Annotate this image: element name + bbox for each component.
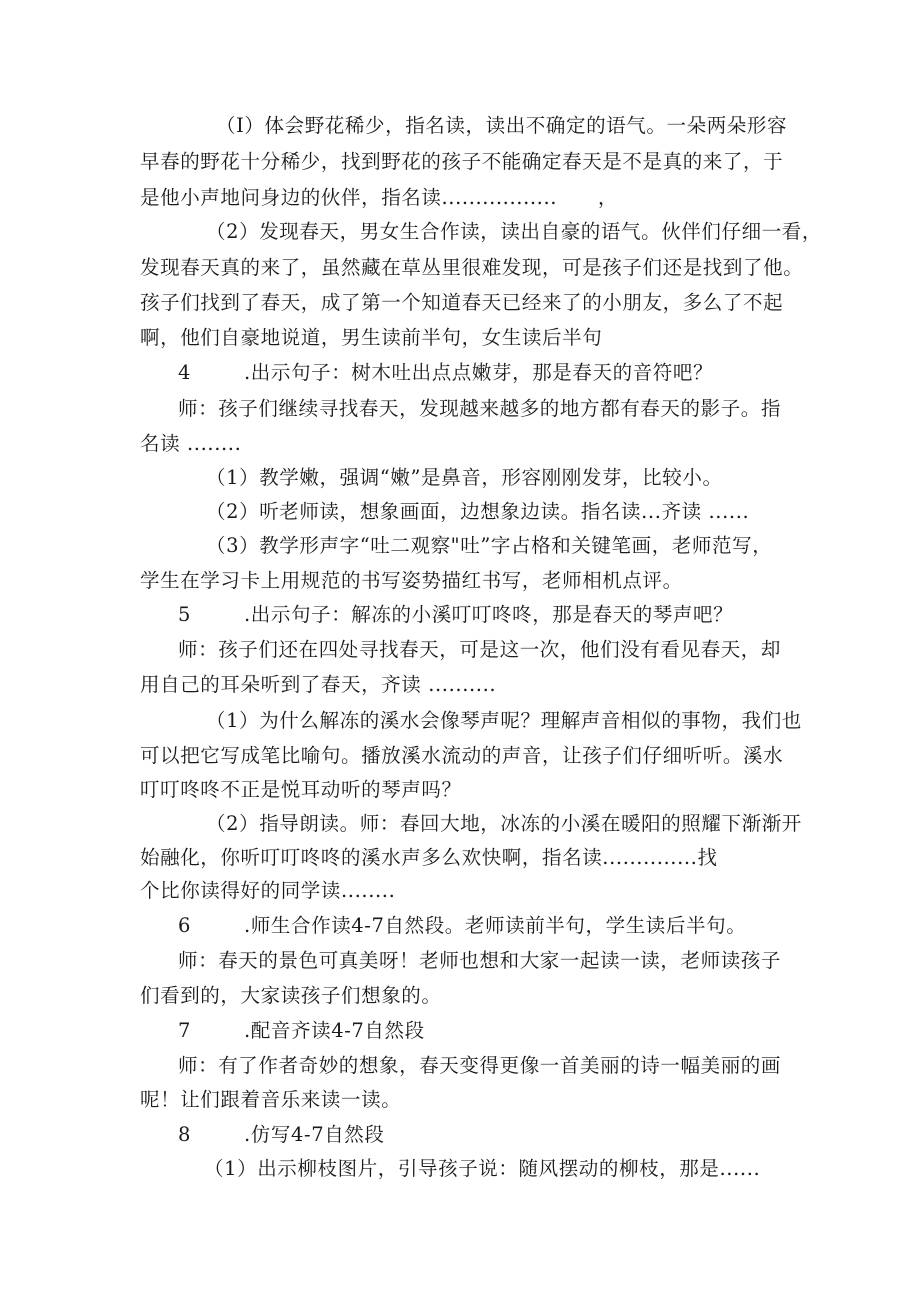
item-number: 5: [178, 603, 191, 626]
text-line: （2）指导朗读。师：春回大地，冰冻的小溪在暖阳的照耀下渐渐开: [206, 812, 802, 835]
text-line: （3）教学形声字“吐二观察"吐”字占格和关键笔画，老师范写，: [206, 534, 773, 557]
text-line: 始融化，你听叮叮咚咚的溪水声多么欢快啊，指名读..............找: [140, 846, 718, 869]
text-line: 孩子们找到了春天，成了第一个知道春天已经来了的小朋友，多么了不起: [140, 291, 784, 314]
text-line: 是他小声地问身边的伙伴，指名读................. ，: [140, 186, 618, 209]
text-line: 师：春天的景色可真美呀！老师也想和大家一起读一读，老师读孩子: [178, 949, 782, 972]
text-line: 学生在学习卡上用规范的书写姿势描红书写，老师相机点评。: [140, 569, 683, 592]
text-line: 叮叮咚咚不正是悦耳动听的琴声吗？: [140, 778, 462, 801]
text-line: （2）发现春天，男女生合作读，读出自豪的语气。伙伴们仔细一看，: [206, 220, 823, 243]
text-line: 可以把它写成笔比喻句。播放溪水流动的声音，让孩子们仔细听听。溪水: [140, 744, 784, 767]
text-line: 师：有了作者奇妙的想象，春天变得更像一首美丽的诗一幅美丽的画: [178, 1054, 782, 1077]
text-line: 发现春天真的来了，虽然藏在草丛里很难发现，可是孩子们还是找到了他。: [140, 256, 804, 279]
text-line: 呢！让们跟着音乐来读一读。: [140, 1088, 402, 1111]
text-line: .出示句子：解冻的小溪叮叮咚咚，那是春天的琴声吧？: [244, 603, 734, 626]
text-line: 名读 ........: [140, 432, 242, 455]
text-line: （2）听老师读，想象画面，边想象边读。指名读...齐读 ......: [206, 500, 750, 523]
item-number: 4: [178, 361, 191, 384]
text-line: 师：孩子们继续寻找春天，发现越来越多的地方都有春天的影子。指: [178, 397, 782, 420]
item-number: 6: [178, 914, 191, 937]
text-line: 师：孩子们还在四处寻找春天，可是这一次，他们没有看见春天，却: [178, 638, 782, 661]
text-line: （1）为什么解冻的溪水会像琴声呢？理解声音相似的事物，我们也: [206, 709, 802, 732]
text-line: .仿写4-7自然段: [244, 1123, 385, 1146]
text-line: 个比你读得好的同学读........: [140, 879, 396, 902]
text-line: .出示句子：树木吐出点点嫩芽，那是春天的音符吧？: [244, 361, 714, 384]
text-line: （1）教学嫩，强调“嫩”是鼻音，形容刚刚发芽，比较小。: [206, 466, 723, 489]
item-number: 8: [178, 1123, 191, 1146]
text-line: .师生合作读4-7自然段。老师读前半句，学生读后半句。: [244, 914, 747, 937]
text-line: 早春的野花十分稀少，找到野花的孩子不能确定春天是不是真的来了，于: [140, 150, 784, 173]
text-line: 用自己的耳朵听到了春天，齐读 ..........: [140, 673, 497, 696]
text-line: .配音齐读4-7自然段: [244, 1019, 425, 1042]
text-line: 啊，他们自豪地说道，男生读前半句，女生读后半句: [140, 326, 603, 349]
text-line: （I）体会野花稀少，指名读，读出不确定的语气。一朵两朵形容: [216, 114, 788, 137]
text-line: （1）出示柳枝图片，引导孩子说：随风摆动的柳枝，那是......: [204, 1157, 761, 1180]
text-line: 们看到的，大家读孩子们想象的。: [140, 984, 442, 1007]
item-number: 7: [178, 1019, 191, 1042]
